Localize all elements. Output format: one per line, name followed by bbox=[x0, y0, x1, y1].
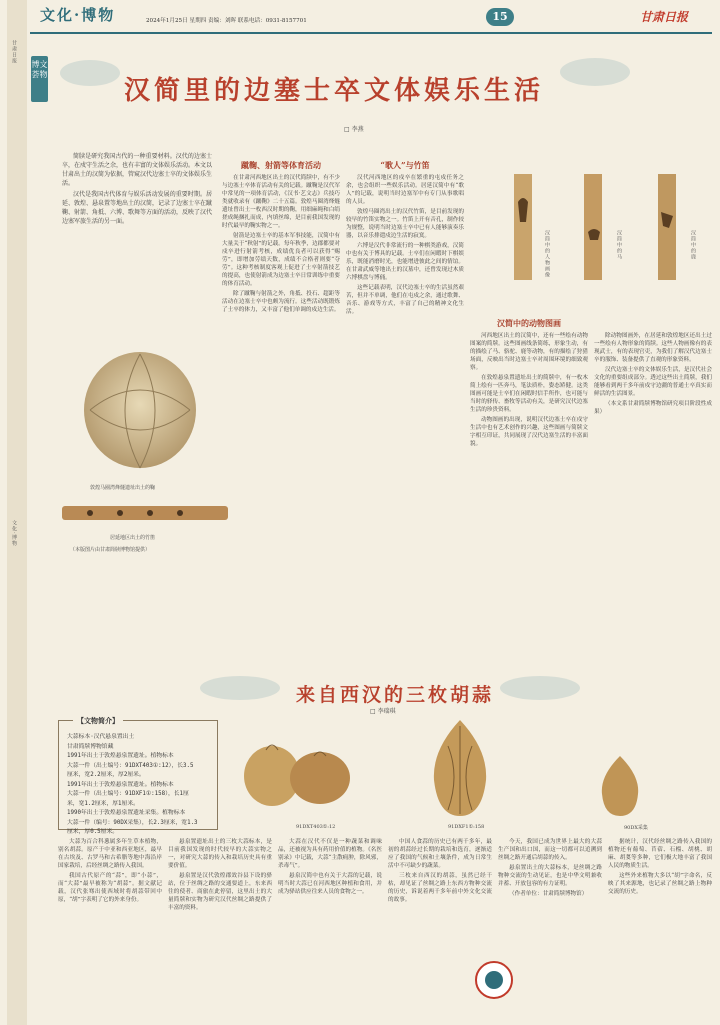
paragraph: 除了蹴鞠与射箭之外，角抵、投石、超距等活动在边塞士卒中也颇为流行。这些活动既锻炼了士卒的体力，又丰富了他们单调的戍边生活。 bbox=[222, 291, 340, 313]
info-line: 厘米，宽2.2厘米，厚2厘米。 bbox=[67, 772, 145, 778]
artifact-info-box bbox=[58, 716, 218, 835]
paragraph: 汉代河西地区的戍卒在繁重的屯戍任务之余，也会组织一些娱乐活动。居延汉简中有“歌人”的记载，说明当时边塞军中有专门从事歌唱的人员。 bbox=[346, 175, 464, 205]
caption-garlic-2: 91DXF1①:158 bbox=[448, 824, 485, 830]
ancient-ball-photo bbox=[80, 350, 200, 474]
side-strip-text-2: 文化·博物 bbox=[11, 520, 17, 547]
caption-flute: 居延地区出土的竹笛 bbox=[110, 535, 156, 541]
info-line: 大蒜标本·汉代悬泉置出土 bbox=[67, 734, 135, 740]
article2-title: 来自西汉的三枚胡蒜 bbox=[296, 684, 495, 706]
info-line: 1990年出土于敦煌悬泉置遗址采集。植物标本 bbox=[67, 810, 186, 816]
paragraph: 动物图画的出现，说明汉代边塞士卒在戍守生活中也有艺术创作的兴趣，这些图画与简牍文字相互印证，共同展现了汉代边塞生活的丰富面貌。 bbox=[470, 417, 588, 447]
page-number-badge: 15 bbox=[486, 8, 514, 26]
paragraph: 这些外来植物大多以“胡”字命名，反映了其来源地，也记录了丝绸之路上物种交流的历史。 bbox=[608, 873, 712, 895]
caption-ball: 敦煌马圈湾烽燧遗址出土的鞠 bbox=[90, 485, 156, 491]
paragraph: 这些记载表明，汉代边塞士卒的生活虽然艰苦，但并不单调，他们在屯戍之余，通过歌舞、音乐、游戏等方式，丰富了自己的精神文化生活。 bbox=[346, 285, 464, 315]
garlic-photo-3 bbox=[590, 752, 650, 820]
paragraph: 除动物图画外，在居延和敦煌地区还出土过一些绘有人物形象的简牍。这些人物画像有的表现武士，有的表现官吏，为我们了解汉代边塞士卒的服饰、装备提供了直观的形象资料。 bbox=[594, 333, 712, 363]
article1-column-1 bbox=[222, 174, 340, 644]
info-line: 1991年出土于敦煌悬泉置遗址。植物标本 bbox=[67, 753, 174, 759]
article2-column-3 bbox=[278, 838, 382, 1020]
article2-column-2 bbox=[168, 838, 272, 1020]
paragraph: 据统计，汉代经丝绸之路传入我国的植物还有葡萄、苜蓿、石榴、胡桃、胡麻、胡荽等多种，它们极大地丰富了我国人民的物质生活。 bbox=[608, 839, 712, 869]
info-line: 大蒜一件（出土编号：91DXT403①:12），长3.5 bbox=[67, 762, 194, 769]
info-box-text bbox=[67, 733, 209, 838]
article1-author: □ 李燕 bbox=[344, 126, 364, 133]
header-rule bbox=[30, 32, 712, 34]
caption-garlic-3: 90DX采集 bbox=[624, 825, 648, 831]
section-title: 文化·博物 bbox=[40, 6, 116, 24]
paragraph: 河西地区出土的汉简中，还有一些绘有动物图案的简牍。这些图画线条简练，形象生动，有的描绘了马、骆驼、鹿等动物，有的描绘了狩猎场面，反映出当时边塞士卒对周围环境的细致观察。 bbox=[470, 333, 588, 371]
paragraph: 六博是汉代非常流行的一种棋类游戏，汉简中也有关于博具的记载。士卒们在闲暇时下棋娱乐，既能消磨时光，也能增进彼此之间的情谊。在甘肃武威等地出土的汉墓中，还曾发现过木质六博棋盘与博俑。 bbox=[346, 243, 464, 281]
paragraph: 今天，我国已成为世界上最大的大蒜生产国和出口国，而这一切都可以追溯到丝绸之路开通后胡蒜的传入。 bbox=[498, 839, 602, 861]
bamboo-slip-figure-2 bbox=[578, 172, 608, 282]
info-line: 大蒜一件（编号：90DX采集），长2.3厘米，宽1.3 bbox=[67, 819, 198, 826]
bamboo-slip-figure-3 bbox=[652, 172, 682, 282]
paragraph: （本文系甘肃简牍博物馆研究项目阶段性成果） bbox=[594, 401, 712, 415]
paragraph: 中国人食蒜的历史已有两千多年，最初的胡蒜经过长期的栽培和选育，逐渐适应了我国的气候和土壤条件，成为日常生活中不可缺少的蔬菜。 bbox=[388, 839, 492, 869]
article2-column-6 bbox=[608, 838, 712, 1020]
page-header bbox=[0, 0, 720, 32]
caption-garlic-1: 91DXT403①:12 bbox=[296, 824, 336, 830]
bamboo-slip-figure-1 bbox=[508, 172, 538, 282]
article1-column-4 bbox=[594, 332, 712, 644]
cloud-decoration bbox=[500, 676, 580, 700]
slip-caption-3: 汉简中的鹿 bbox=[690, 230, 696, 260]
garlic-photo-2 bbox=[420, 716, 500, 820]
subheading-singers: “歌人”与竹笛 bbox=[380, 160, 430, 170]
article1-title: 汉简里的边塞士卒文体娱乐生活 bbox=[124, 76, 545, 106]
article1-column-3 bbox=[470, 332, 588, 644]
paragraph: 大蒜在汉代不仅是一种蔬菜和调味品，还被视为具有药用价值的植物。《名医别录》中记载，大蒜“主散痈肿，除风邪，杀毒气”。 bbox=[278, 839, 382, 869]
slip-caption-2: 汉简中的马 bbox=[616, 230, 622, 260]
subheading-sports: 蹴鞠、射箭等体育活动 bbox=[241, 160, 321, 170]
paragraph: 在甘肃河西地区出土的汉代简牍中，有不少与边塞士卒体育活动有关的记载。蹴鞠是汉代军中常见的一项体育活动，《汉书·艺文志》兵技巧类就收录有《蹴鞠》二十五篇。敦煌马圈湾烽燧遗址曾出土一枚西汉时期的鞠，用细麻绳和白绢搓成绳捆扎而成，内填丝绵，是目前我国发现的时代最早的鞠实物之一。 bbox=[222, 175, 340, 229]
paragraph: 敦煌马圈湾出土的汉代竹笛，是目前发现的较早的竹笛实物之一。竹笛上开有音孔，制作较为规整，说明当时边塞士卒中已有人能够演奏乐器，以音乐排遣戍边生活的寂寞。 bbox=[346, 209, 464, 239]
info-line: 1991年出土于敦煌悬泉置遗址。植物标本 bbox=[67, 781, 174, 788]
paragraph: 汉代边塞士卒的文体娱乐生活，是汉代社会文化的重要组成部分。透过这些出土简牍，我们能够看到两千多年前戍守边疆的普通士卒真实而鲜活的生活图景。 bbox=[594, 367, 712, 397]
intro-paragraph: 简牍是研究我国古代的一种重要材料。汉代的边塞士卒，在戍守生活之余，也有丰富的文体娱乐活动。本文以甘肃出土的汉简为依据，管窥汉代边塞士卒的文体娱乐生活。 bbox=[62, 153, 212, 187]
garlic-photo-1 bbox=[236, 720, 356, 816]
article1-intro bbox=[62, 152, 212, 342]
paragraph: 射箭是边塞士卒的基本军事技能，汉简中有大量关于“秋射”的记载。每年秋季，边郡都要对戍卒进行射箭考核，成绩优良者可以获得“赐劳”，即增加劳绩天数，成绩不合格者则要“夺劳”。这种考核制度客观上促进了士卒射箭技艺的提高，也使射箭成为边塞士卒日常训练中重要的体育活动。 bbox=[222, 233, 340, 287]
date-line: 2024年1月25日 星期四 责编：刘晖 联系电话：0931-8157701 bbox=[146, 18, 307, 24]
paragraph: 我国古代原产的“蒜”，即“小蒜”，而“大蒜”最早被称为“胡蒜”。据文献记载，汉代张骞出使西域时将胡蒜带回中原，“胡”字表明了它的外来身份。 bbox=[58, 873, 162, 903]
slip-caption-1: 汉简中的人物画像 bbox=[544, 230, 550, 278]
cloud-decoration bbox=[200, 676, 280, 700]
info-line: 大蒜一件（出土编号：91DXF1①:158），长1厘 bbox=[67, 791, 189, 797]
article1-column-2 bbox=[346, 174, 464, 644]
info-box-title: 【文物简介】 bbox=[73, 716, 123, 726]
side-strip-text-1: 甘肃日报 bbox=[11, 40, 17, 64]
paragraph: 悬泉置出土的大蒜标本，是丝绸之路物种交流的生动见证，也是中华文明兼收并蓄、开放包容的有力证明。 bbox=[498, 865, 602, 887]
paragraph: 悬泉汉简中也有关于大蒜的记载，说明当时大蒜已在河西地区种植和食用，并成为驿站供应往来人员的食物之一。 bbox=[278, 873, 382, 895]
paragraph: 悬泉置遗址出土的三枚大蒜标本，是目前我国发现的时代较早的大蒜实物之一，对研究大蒜的传入和栽培历史具有重要价值。 bbox=[168, 839, 272, 869]
bamboo-flute-photo bbox=[60, 496, 230, 532]
app-logo-icon bbox=[474, 960, 514, 1000]
newspaper-logo: 甘肃日报 bbox=[640, 10, 689, 24]
article2-column-1 bbox=[58, 838, 162, 1020]
article2-author: □ 李瑞琪 bbox=[370, 708, 396, 715]
paragraph: 在敦煌悬泉置遗址出土的简牍中，有一枚木简上绘有一匹奔马，笔法质朴，姿态矫健。这类图画可能是士卒们在闲暇时信手所作，也可能与当时的驿传、畜牧等活动有关，是研究汉代边塞生活的珍贵资料。 bbox=[470, 375, 588, 413]
info-line: 米，宽1.2厘米，厚1厘米。 bbox=[67, 800, 139, 807]
intro-paragraph: 汉代是我国古代体育与娱乐活动发展的重要时期。居延、敦煌、悬泉置等地出土的汉简，记录了边塞士卒在蹴鞠、射箭、角抵、六博、歌舞等方面的活动，反映了汉代边塞军旅生活的另一面。 bbox=[62, 191, 212, 225]
cloud-decoration bbox=[560, 58, 630, 86]
caption-credit: （本版图片由甘肃简牍博物馆提供） bbox=[70, 547, 151, 553]
paragraph: 悬泉置是汉代敦煌郡效谷县下设的驿站，位于丝绸之路的交通要道上，东来西往的使者、商旅在此停留，这里出土的大量简牍和实物为研究汉代丝绸之路提供了丰富的资料。 bbox=[168, 873, 272, 911]
column-tag: 博文荟物 bbox=[31, 56, 48, 102]
paragraph: 大蒜为百合科葱属多年生草本植物，别名胡蒜。原产于中亚和西亚地区，最早在古埃及、古罗马和古希腊等地中海沿岸国家栽培，后经丝绸之路传入我国。 bbox=[58, 839, 162, 869]
paragraph: （作者单位：甘肃简牍博物馆） bbox=[509, 891, 588, 897]
info-line: 甘肃简牍博物馆藏 bbox=[67, 743, 114, 750]
cloud-decoration bbox=[60, 60, 120, 86]
subheading-animals: 汉简中的动物图画 bbox=[497, 318, 561, 328]
paragraph: 三枚来自西汉的胡蒜，虽然已经干枯，却见证了丝绸之路上东西方物种交流的历史，诉说着两千多年前中外文化交流的故事。 bbox=[388, 873, 492, 903]
info-line: 厘米，厚0.5厘米。 bbox=[67, 829, 119, 835]
side-strip bbox=[7, 0, 27, 1025]
